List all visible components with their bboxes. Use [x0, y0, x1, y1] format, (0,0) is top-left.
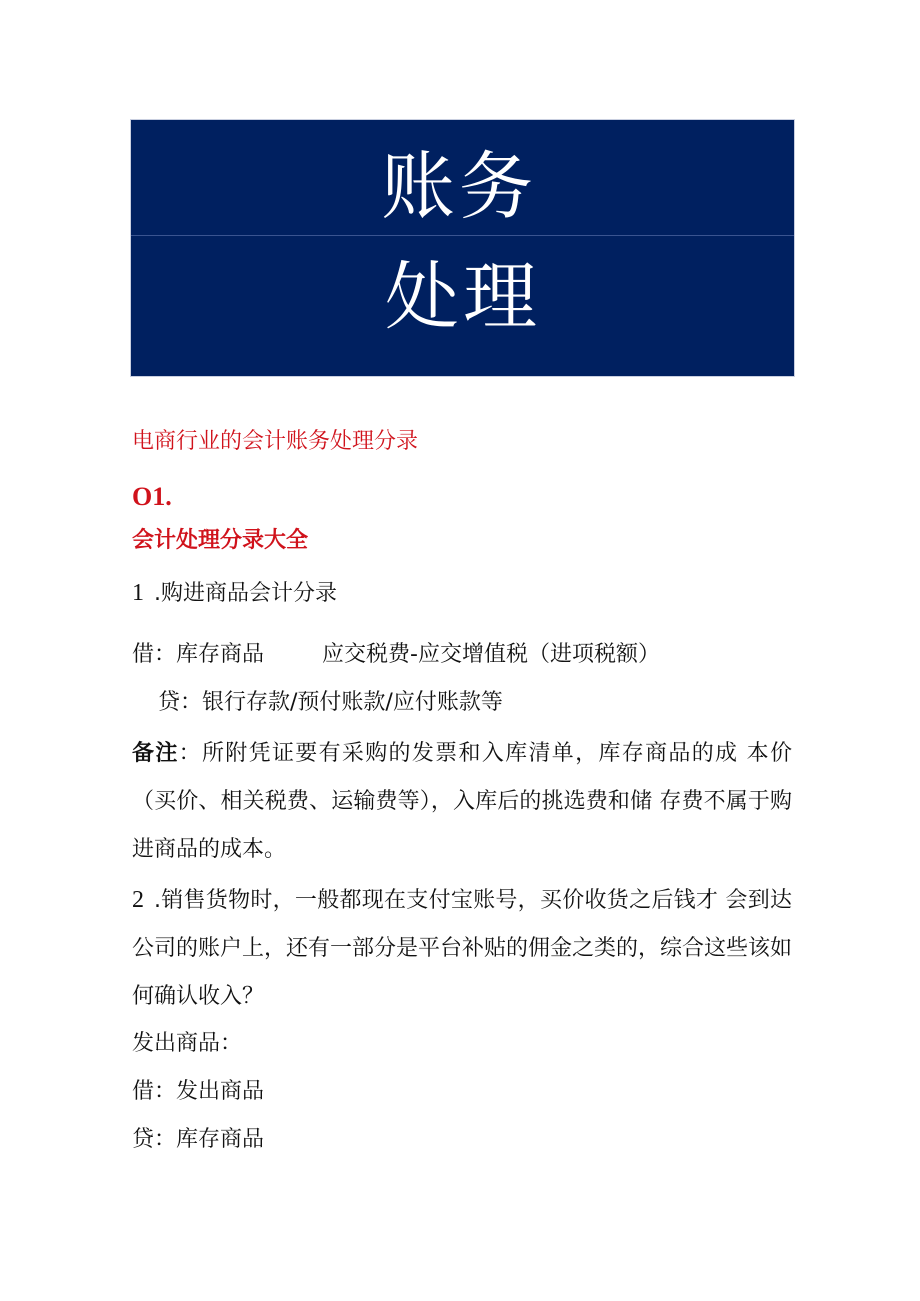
item-2-text: .销售货物时，一般都现在支付宝账号，买价收货之后钱才 会到达公司的账户上，还有一部分是平台补贴的佣金之类的，综合这些该如何确认收入？ [132, 888, 793, 1009]
shipping-debit-entry: 借：发出商品 [132, 1079, 265, 1104]
shipping-heading: 发出商品： [132, 1031, 243, 1056]
item-1-credit-entry: 贷：银行存款/预付账款/应付账款等 [158, 690, 503, 715]
banner-title-line-1: 账务 [381, 144, 537, 230]
title-banner [130, 119, 795, 377]
item-1-debit-tax: 应交税费-应交增值税（进项税额） [322, 642, 660, 667]
banner-title-line-2: 处理 [385, 254, 541, 340]
item-1-number: 1 [132, 580, 144, 606]
note-text: ：所附凭证要有采购的发票和入库清单，库存商品的成 本价（买价、相关税费、运输费等），入库后的挑选费和储 存费不属于购进商品的成本。 [132, 741, 792, 862]
item-1-note [132, 730, 792, 874]
shipping-credit-entry: 贷：库存商品 [132, 1127, 265, 1152]
note-label: 备注 [132, 741, 179, 766]
item-1-heading [132, 581, 337, 605]
item-1-debit-label: 借：库存商品 [132, 642, 265, 667]
section-title: 会计处理分录大全 [132, 528, 309, 553]
section-number: O1. [132, 482, 172, 511]
item-1-title: .购进商品会计分录 [154, 581, 337, 606]
item-2-number: 2 [132, 887, 144, 913]
document-subtitle: 电商行业的会计账务处理分录 [132, 429, 419, 454]
banner-divider [131, 235, 794, 236]
item-2-paragraph [132, 876, 792, 1021]
item-1-debit-entry [132, 644, 660, 666]
